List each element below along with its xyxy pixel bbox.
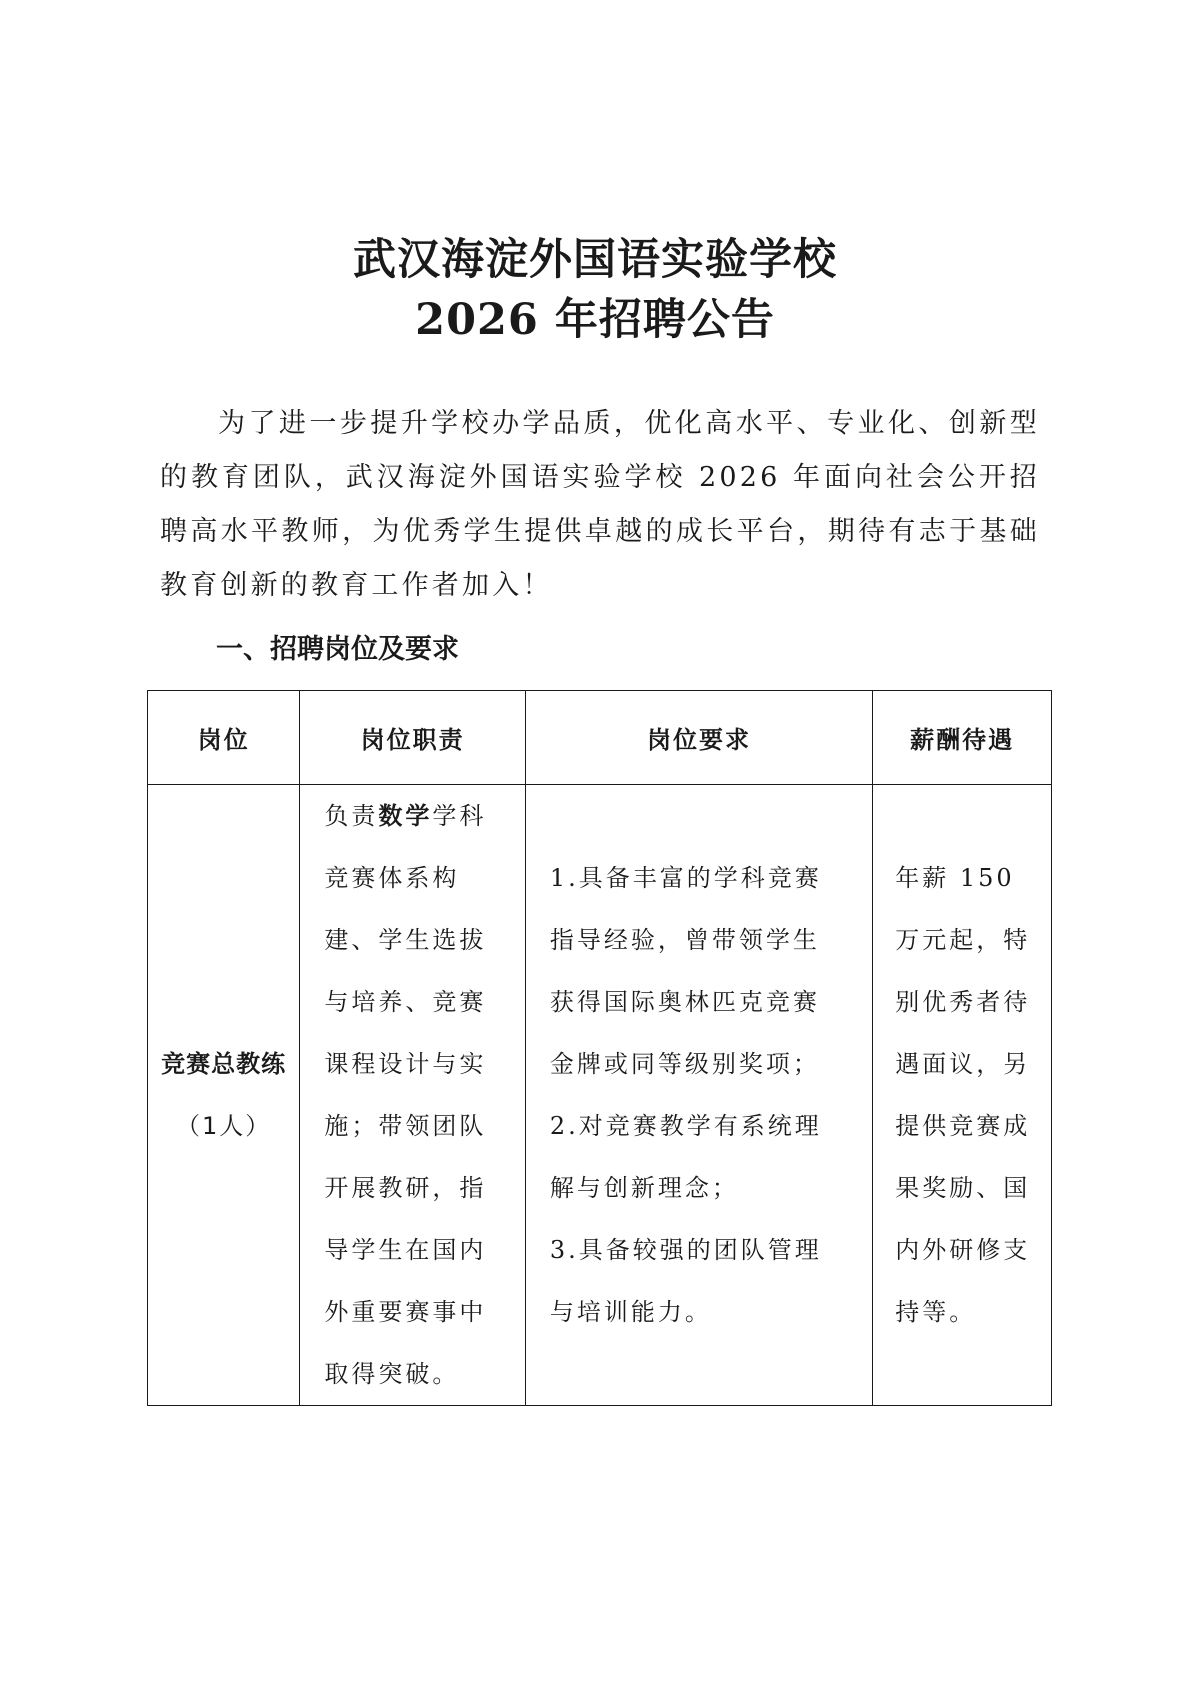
recruitment-table — [147, 690, 1052, 1406]
cell-requirements — [525, 785, 872, 1406]
requirement-item: 1.具备丰富的学科竞赛指导经验，曾带领学生获得国际奥林匹克竞赛金牌或同等级别奖项； — [549, 864, 822, 1078]
header-requirements: 岗位要求 — [525, 691, 872, 785]
cell-position — [148, 785, 300, 1406]
requirement-item: 2.对竞赛教学有系统理解与创新理念； — [549, 1112, 822, 1202]
table-header-row — [148, 691, 1052, 785]
position-name: 竞赛总教练 — [161, 1050, 287, 1078]
cell-duties — [300, 785, 525, 1406]
duties-prefix: 负责 — [324, 802, 379, 830]
header-salary: 薪酬待遇 — [873, 691, 1052, 785]
cell-salary: 年薪 150 万元起，特别优秀者待遇面议，另提供竞赛成果奖励、国内外研修支持等。 — [873, 785, 1052, 1406]
table-row — [148, 785, 1052, 1406]
document-title-line1: 武汉海淀外国语实验学校 — [353, 235, 837, 285]
duties-text: 学科竞赛体系构建、学生选拔与培养、竞赛课程设计与实施；带领团队开展教研，指导学生在国内外重要赛事中取得突破。 — [324, 802, 487, 1388]
section-heading-positions: 一、招聘岗位及要求 — [216, 634, 459, 665]
intro-paragraph: 为了进一步提升学校办学品质，优化高水平、专业化、创新型的教育团队，武汉海淀外国语实验学校 2026 年面向社会公开招聘高水平教师，为优秀学生提供卓越的成长平台，期待有志于基础教育创新的教育工作者加入！ — [160, 408, 1040, 601]
requirement-item: 3.具备较强的团队管理与培训能力。 — [549, 1236, 822, 1326]
header-duties: 岗位职责 — [300, 691, 525, 785]
header-position: 岗位 — [148, 691, 300, 785]
duties-subject: 数学 — [378, 802, 433, 830]
position-count: （1人） — [176, 1112, 272, 1140]
document-title-line2: 2026 年招聘公告 — [415, 295, 775, 345]
